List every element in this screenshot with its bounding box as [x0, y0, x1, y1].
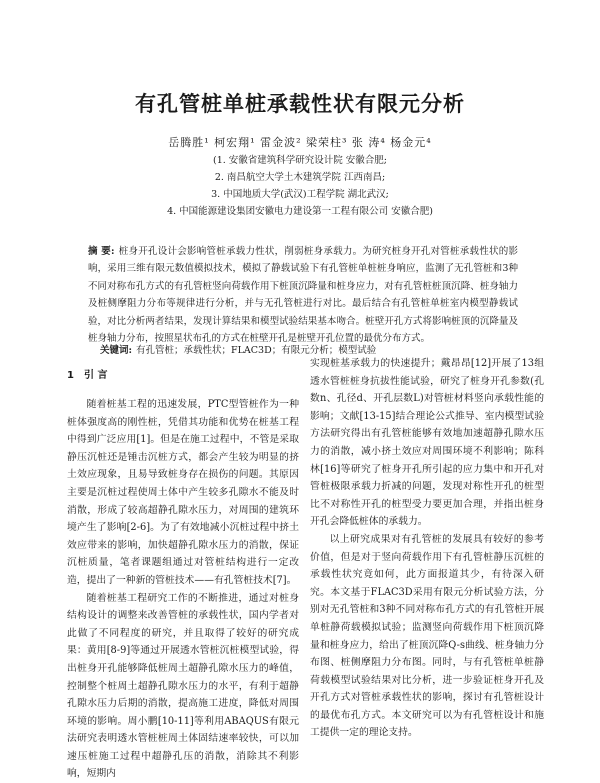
affiliations: [0, 152, 600, 220]
affiliation-line: 4. 中国能源建设集团安徽电力建设第一工程有限公司 安徽合肥): [167, 206, 433, 217]
right-column: [310, 355, 544, 742]
abstract-label: 摘 要:: [88, 246, 115, 257]
section-title: 引 言: [83, 370, 108, 381]
section-number: 1: [67, 370, 74, 381]
body-paragraph: 随着桩基工程的迅速发展，PTC型管桩作为一种桩体强度高的刚性桩，凭借其功能和优势在桩基工程中得到广泛应用[1]。但是在施工过程中，不管是采取静压沉桩还是锤击沉桩方式，都会产生较为明显的挤土效应现象，且易导致桩身存在损伤的问题。其原因主要是沉桩过程使周土体中产生较多孔隙水不能及时消散，形成了较高超静孔隙水压力，对周围的建筑环境产生了影响[2-6]。为了有效地减小沉桩过程中挤土效应带来的影响，加快超静孔隙水压力的消散，保证沉桩质量，笔者课题组通过对管桩结构进行一定改造，提出了一种新的管桩技术——有孔管桩技术[7]。: [67, 399, 299, 586]
abstract: [88, 243, 518, 347]
keywords-text: 有孔管桩；承载性状；FLAC3D；有限元分析；模型试验: [136, 345, 377, 356]
keywords: [100, 342, 520, 356]
affiliation-line: (1. 安徽省建筑科学研究设计院 安徽合肥;: [212, 155, 387, 166]
section-heading: [67, 366, 117, 381]
paper-title: 有孔管桩单桩承载性状有限元分析: [135, 92, 465, 116]
body-paragraph: 随着桩基工程研究工作的不断推进，通过对桩身结构设计的调整来改善管桩的承载性状，国内学者对此做了不同程度的研究，并且取得了较好的研究成果：黄用[8-9]等通过开展透水管桩沉桩模型试验，得出桩身开孔能够降低桩周土超静孔隙水压力的峰值，控制整个桩周土超静孔隙水压力的水平，有利于超静孔隙水压力后期的消散，提高施工进度，降低对周围环境的影响。周小鹏[10-11]等利用ABAQUS有限元法研究表明透水管桩桩周土体固结速率较快，可以加速压桩施工过程中超静孔压的消散，消除其不利影响，短期内: [67, 592, 299, 780]
left-column: [67, 396, 299, 783]
affiliation-line: 3. 中国地质大学(武汉)工程学院 湖北武汉;: [211, 189, 389, 200]
abstract-text: 桩身开孔设计会影响管桩承载力性状，削弱桩身承载力。为研究桩身开孔对管桩承载性状的影响，采用三维有限元数值模拟技术，模拟了静载试验下有孔管桩单桩桩身响应，监测了无孔管桩和3种不同对称布孔方式的有孔管桩竖向荷载作用下桩顶沉降量和桩身应力，对有孔管桩桩顶沉降、桩身轴力及桩侧摩阻力分布等规律进行分析，并与无孔管桩进行对比。最后结合有孔管桩单桩室内模型静载试验，对比分析两者结果，发现计算结果和模型试验结果基本吻合。桩壁开孔方式将影响桩顶的沉降量及桩身轴力分布，按照星状布孔的方式在桩壁开孔是桩壁开孔位置的最优分布方式。: [88, 246, 518, 345]
author-list: 岳腾胜¹ 柯宏翔¹ 雷金波² 梁荣柱³ 张 涛⁴ 杨金元⁴: [168, 136, 432, 149]
keywords-label: 关键词:: [100, 345, 133, 356]
affiliation-line: 2. 南昌航空大学土木建筑学院 江西南昌;: [214, 172, 386, 183]
body-paragraph: 以上研究成果对有孔管桩的发展具有较好的参考价值，但是对于竖向荷载作用下有孔管桩静压沉桩的承载性状究竟如何，此方面报道其少，有待深入研究。本文基于FLAC3D采用有限元分析试验方法，分别对无孔管桩和3种不同对称布孔方式的有孔管桩开展单桩静荷载模拟试验；监测竖向荷载作用下桩顶沉降量和桩身应力，给出了桩顶沉降Q-s曲线、桩身轴力分布图、桩侧摩阻力分布图。同时，与有孔管桩单桩静荷载模型试验结果对比分析，进一步验证桩身开孔及开孔方式对管桩承载性状的影响，探讨有孔管桩设计的最优布孔方式。本文研究可以为有孔管桩设计和施工提供一定的理论支持。: [310, 533, 544, 739]
body-paragraph: 实现桩基承载力的快速提升；戴昂昂[12]开展了13组透水管桩桩身抗拔性能试验，研究了桩身开孔参数(孔数n、孔径d、开孔层数L)对管桩材料竖向承载性能的影响；文献[13-15]结合理论公式推导、室内模型试验方法研究得出有孔管桩能够有效地加速超静孔隙水压力的消散，减小挤土效应对周围环境不利影响；陈科林[16]等研究了桩身开孔所引起的应力集中和开孔对管桩极限承载力折减的问题，发现对称性开孔的桩型比不对称性开孔的桩型受力要更加合理，并指出桩身开孔会降低桩体的承载力。: [310, 358, 544, 528]
